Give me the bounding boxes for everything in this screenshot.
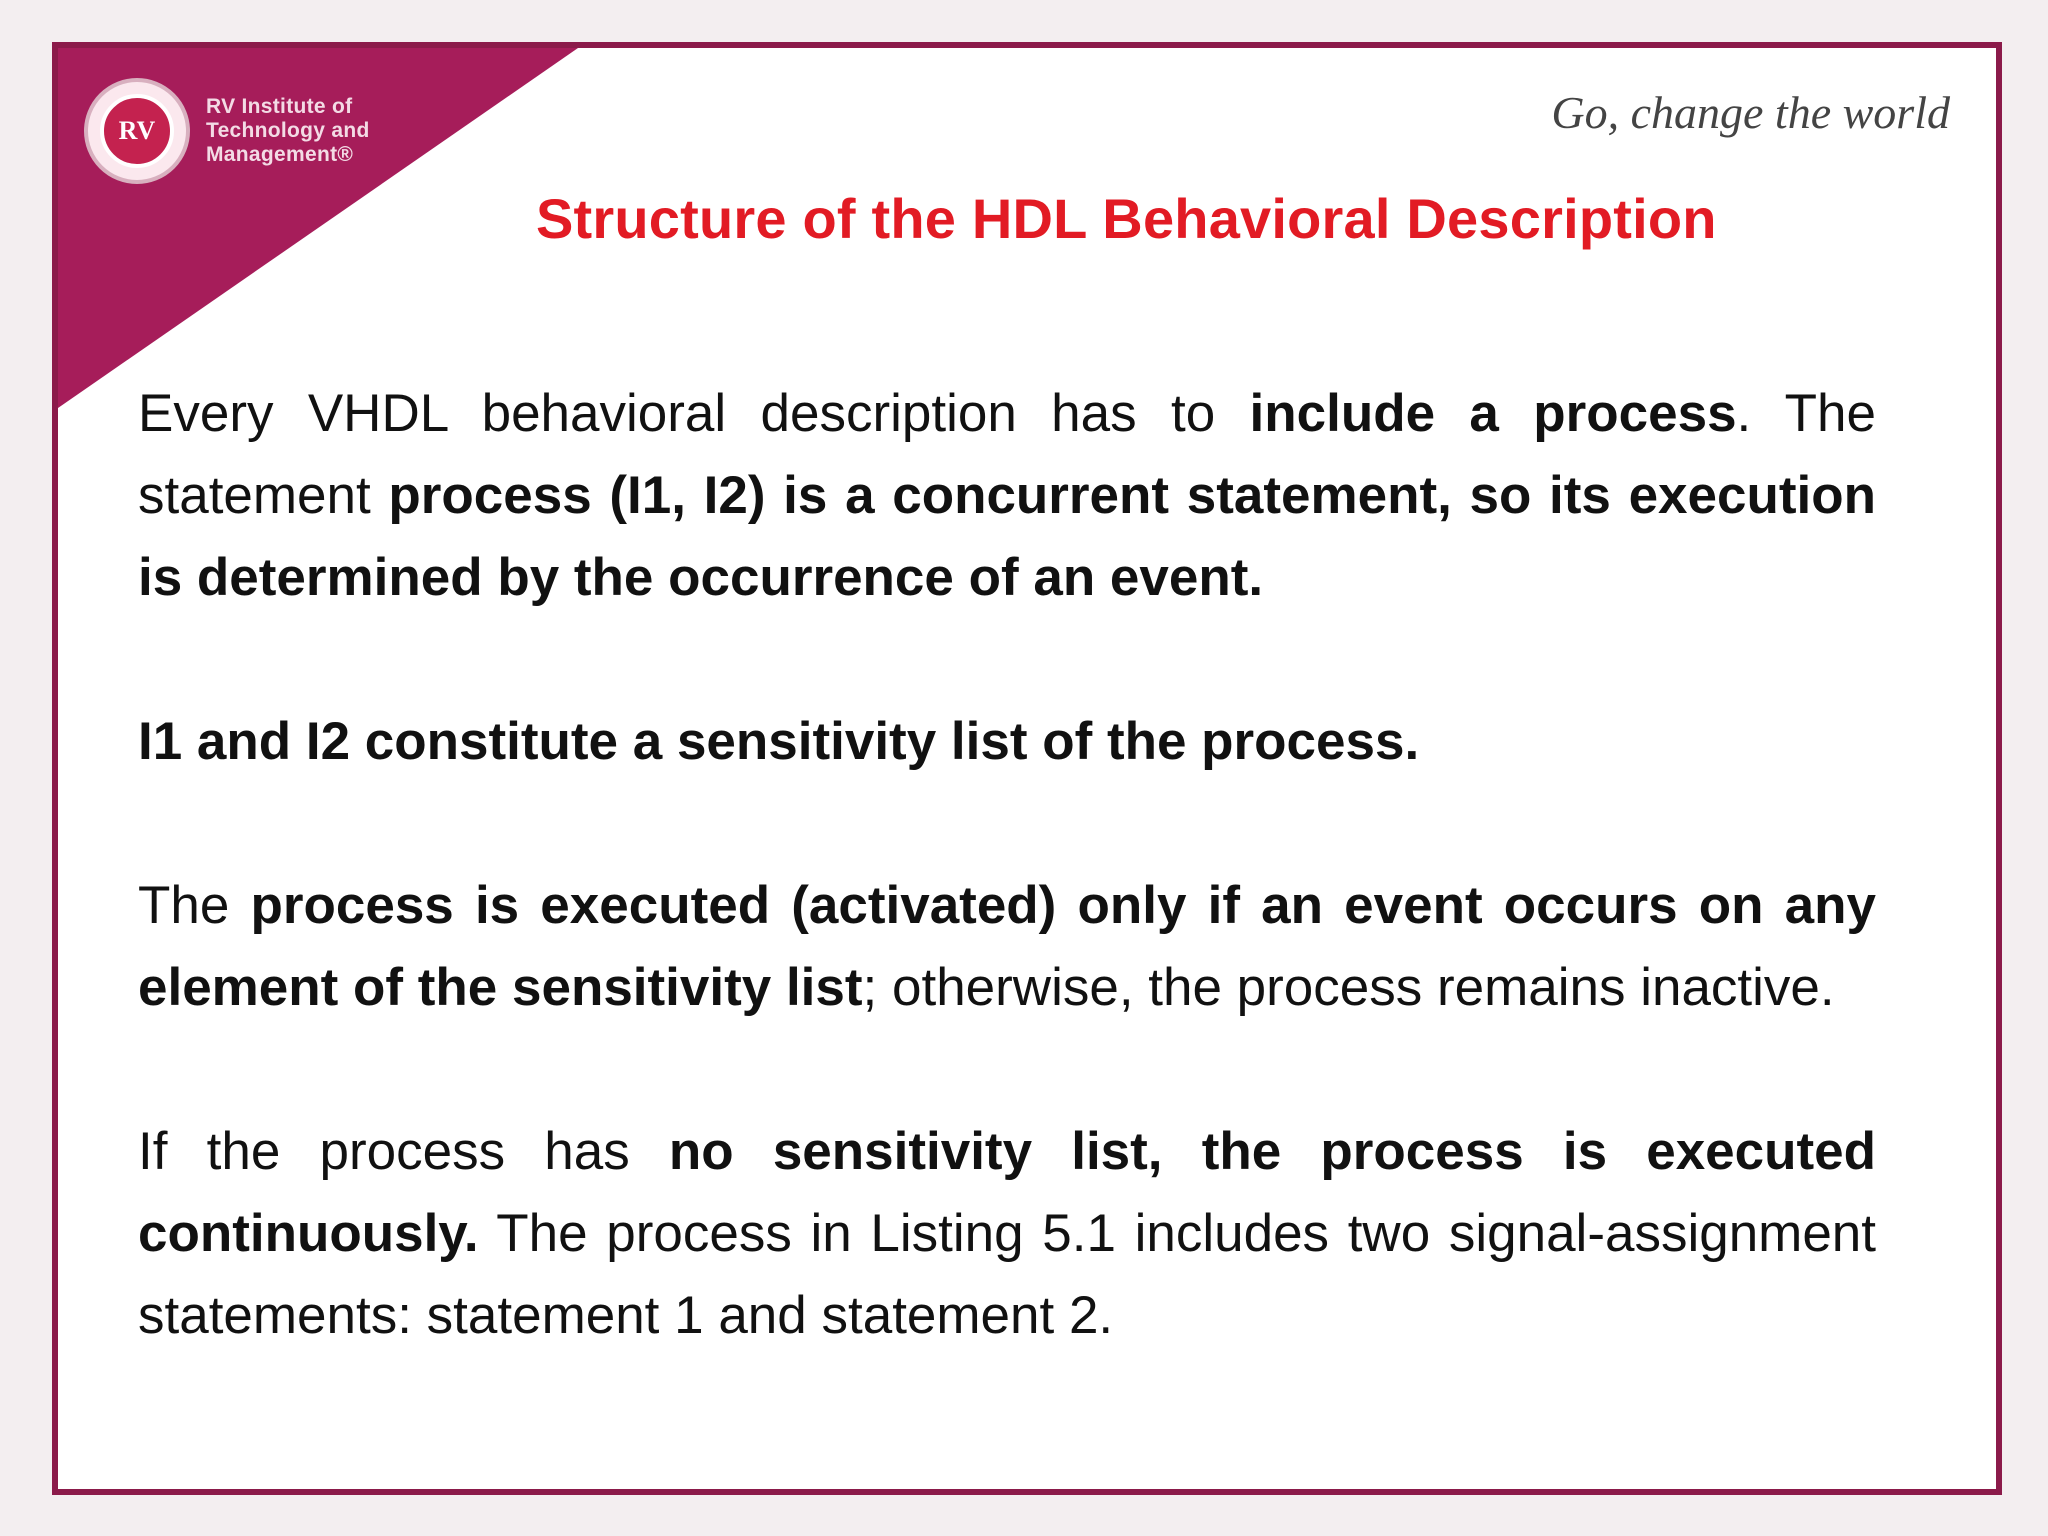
text-run: . The statement [138,384,1876,525]
text-run: The process in Listing 5.1 includes two signal-assignment statements: statement 1 and statement 2. [138,1204,1876,1345]
institute-seal-icon [84,78,190,184]
paragraph-2 [138,701,1876,783]
text-run: Every VHDL behavioral description has to [138,384,1250,443]
bold-run: no sensitivity list, the process is executed continuously. [138,1122,1877,1263]
slide-frame [52,42,2002,1495]
slide-body [138,373,1876,1357]
bold-run: process (I1, I2) is a concurrent statement, so its execution is determined by the occurrence of an event. [138,466,1876,607]
paragraph-4 [138,1111,1876,1357]
paragraph-3 [138,865,1876,1029]
tagline: Go, change the world [1551,87,1950,138]
bold-run: include a process [1249,384,1737,443]
text-run: ; otherwise, the process remains inactive. [862,958,1835,1017]
text-run: The [138,876,251,935]
bold-run: I1 and I2 constitute a sensitivity list of the process. [138,712,1420,771]
slide-title: Structure of the HDL Behavioral Description [536,187,1717,250]
seal-monogram: RV [100,94,174,168]
paragraph-1 [138,373,1876,619]
institute-name: RV Institute of Technology and Management® [206,95,370,166]
institute-logo [84,78,406,184]
bold-run: process is executed (activated) only if an event occurs on any element of the sensitivity list [138,876,1876,1017]
text-run: If the process has [138,1122,669,1181]
